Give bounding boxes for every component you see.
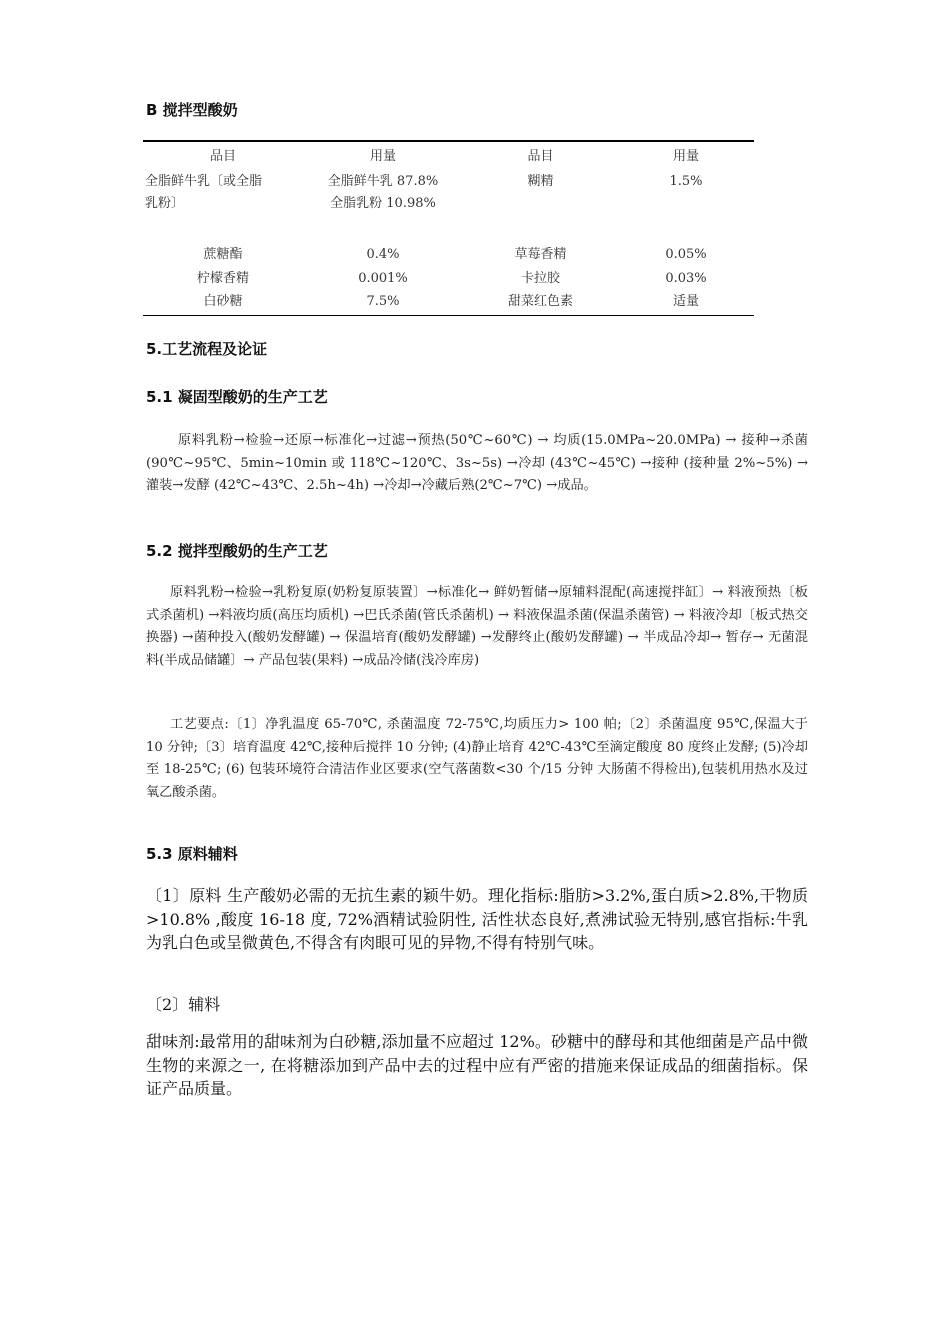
- section-5-3-raw-material: 〔1〕原料 生产酸奶必需的无抗生素的颖牛奶。理化指标:脂肪>3.2%,蛋白质>2.8%,干物质>10.8% ,酸度 16-18 度, 72%酒精试验阴性, 活性状态良好,煮沸试验无特别,感官指标:牛乳为乳白色或呈微黄色,不得含有肉眼可见的异物,不得有特别气味。: [146, 886, 808, 952]
- table-header-item-1: 品目: [209, 149, 236, 164]
- table-cell-item: 草莓香精: [514, 247, 567, 262]
- table-cell-item: 柠檬香精: [196, 271, 249, 286]
- table-header-amount-1: 用量: [369, 149, 396, 164]
- table-cell-item: 糊精: [527, 174, 554, 189]
- ingredients-table: [143, 140, 754, 316]
- table-cell-amount: 0.03%: [665, 271, 707, 286]
- table-cell-amount: 0.4%: [366, 247, 400, 262]
- table-cell-item: 卡拉胶: [520, 271, 560, 286]
- section-5-1-title: 5.1 凝固型酸奶的生产工艺: [146, 388, 328, 406]
- table-cell-amount: 0.001%: [358, 271, 408, 286]
- table-cell-item: 蔗糖酯: [203, 247, 243, 262]
- table-cell-item: 全脂鲜牛乳〔或全脂: [145, 174, 263, 189]
- section-5-3-title: 5.3 原料辅料: [146, 845, 238, 863]
- table-cell-amount: 适量: [672, 294, 699, 309]
- section-5-2-text: 原料乳粉→检验→乳粉复原(奶粉复原装置〕→标准化→ 鲜奶暂储→原辅料混配(高速搅拌缸〕→ 料液预热〔板式杀菌机) →料液均质(高压均质机) →巴氏杀菌(管氏杀菌机) → 料液保温杀菌(保温杀菌管) → 料液冷却〔板式热交换器) →菌种投入(酸奶发酵罐) → 保温培育(酸奶发酵罐) →发酵终止(酸奶发酵罐) → 半成品冷却→ 暂存→ 无菌混料(半成品储罐〕→ 产品包装(果料) →成品冷储(浅冷库房): [146, 585, 808, 668]
- table-header-item-2: 品目: [527, 149, 554, 164]
- table-cell-item-cont: 乳粉〕: [145, 196, 185, 211]
- section-b-title: B 搅拌型酸奶: [146, 101, 238, 119]
- table-cell-amount: 7.5%: [366, 294, 400, 309]
- table-header-amount-2: 用量: [672, 149, 699, 164]
- section-5-title: 5.工艺流程及论证: [146, 340, 268, 358]
- table-cell-amount-cont: 全脂乳粉 10.98%: [330, 196, 436, 211]
- section-5-1-text: 原料乳粉→检验→还原→标准化→过滤→预热(50℃~60℃) → 均质(15.0MPa~20.0MPa) → 接种→杀菌 (90℃~95℃、5min~10min 或 118℃~120℃、3s~5s) →冷却 (43℃~45℃) →接种 (接种量 2%~5%) →灌装→发酵 (42℃~43℃、2.5h~4h) →冷却→冷藏后熟(2℃~7℃) →成品。: [146, 433, 808, 493]
- table-cell-amount: 全脂鲜牛乳 87.8%: [327, 174, 439, 189]
- section-5-2-points: 工艺要点:〔1〕净乳温度 65-70℃, 杀菌温度 72-75℃,均质压力> 100 帕;〔2〕杀菌温度 95℃,保温大于 10 分钟;〔3〕培育温度 42℃,接种后搅拌 10 分钟; (4)静止培育 42℃-43℃至滴定酸度 80 度终止发酵; (5)冷却至 18-25℃; (6) 包装环境符合清洁作业区要求(空气落菌数<30 个/15 分钟 大肠菌不得检出),包装机用热水及过氧乙酸杀菌。: [146, 717, 808, 800]
- table-cell-item: 甜菜红色素: [507, 294, 573, 309]
- section-5-3-sweetener: 甜味剂:最常用的甜味剂为白砂糖,添加量不应超过 12%。砂糖中的酵母和其他细菌是产品中微生物的来源之一, 在将糖添加到产品中去的过程中应有严密的措施来保证成品的细菌指标。保证产品质量。: [146, 1032, 808, 1098]
- section-5-3-auxiliary-label: 〔2〕辅料: [146, 995, 221, 1014]
- table-cell-amount: 0.05%: [665, 247, 707, 262]
- section-5-2-title: 5.2 搅拌型酸奶的生产工艺: [146, 542, 328, 560]
- table-cell-item: 白砂糖: [203, 294, 243, 309]
- table-cell-amount: 1.5%: [669, 174, 703, 189]
